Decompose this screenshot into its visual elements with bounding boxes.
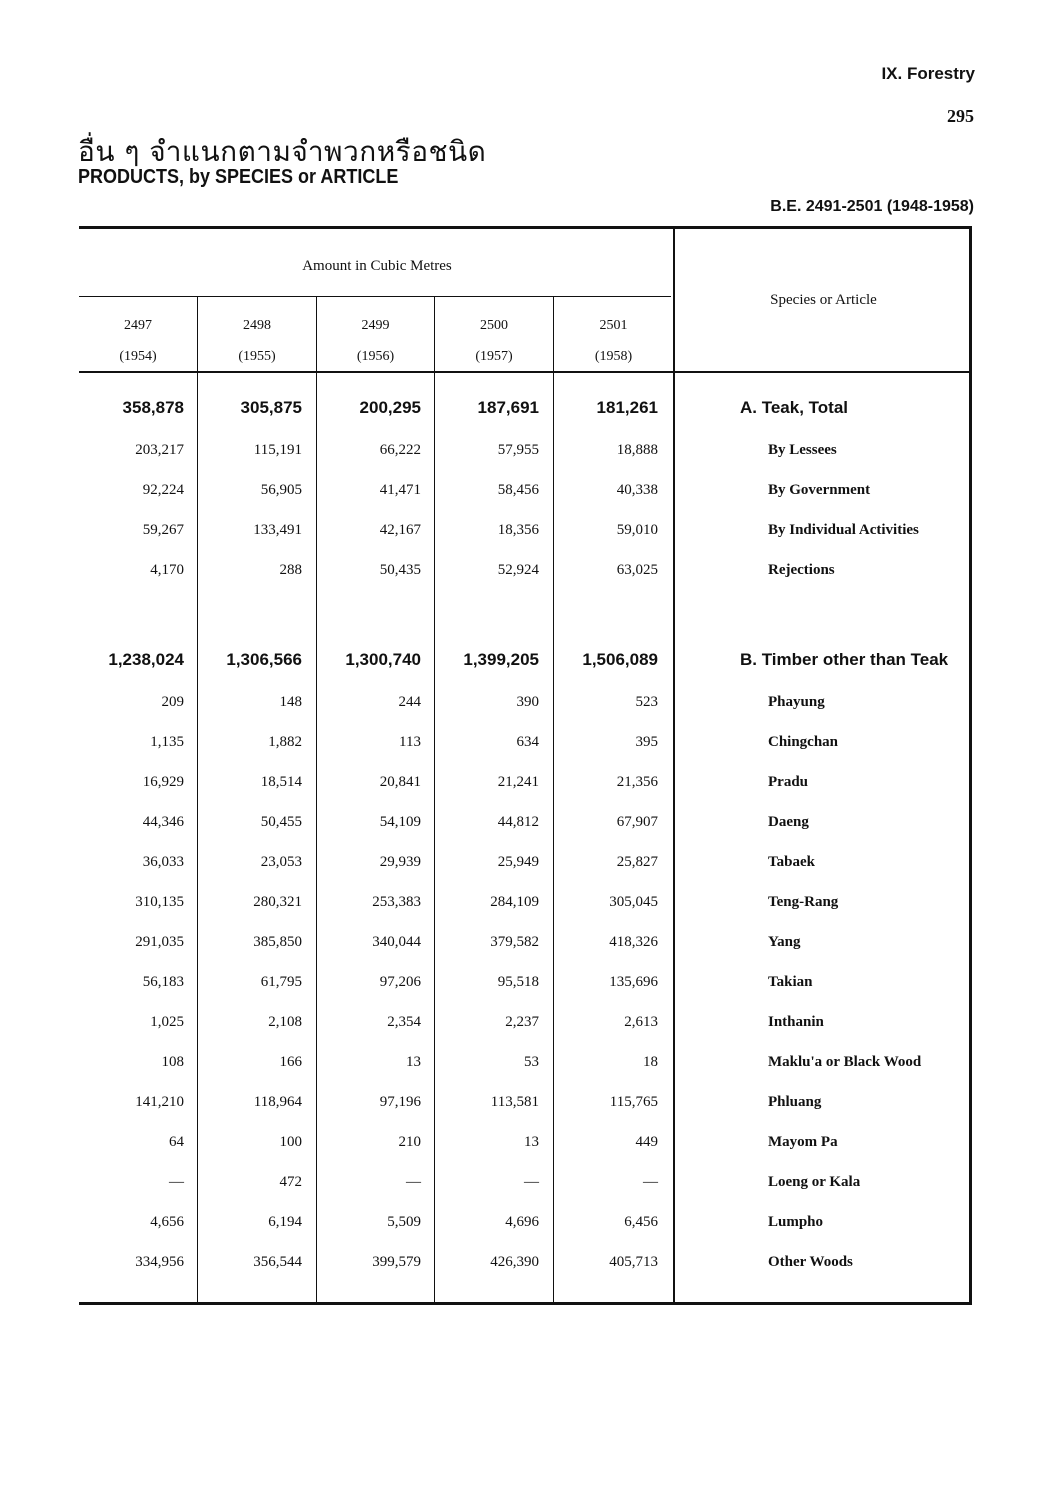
value-cell: 58,456 xyxy=(497,482,539,498)
value-cell: 305,045 xyxy=(609,894,658,910)
value-cell: 2,354 xyxy=(387,1014,421,1030)
value-cell: 59,267 xyxy=(142,522,184,538)
row-label: Phluang xyxy=(768,1094,822,1110)
row-label: Chingchan xyxy=(768,734,839,750)
row-label: Other Woods xyxy=(768,1254,853,1270)
table-row xyxy=(79,927,972,957)
value-cell: 253,383 xyxy=(372,894,421,910)
table-bottom-rule xyxy=(79,1302,972,1305)
value-cell: 23,053 xyxy=(260,854,302,870)
row-label: Maklu'a or Black Wood xyxy=(768,1054,922,1070)
row-label: Yang xyxy=(768,934,801,950)
year-header xyxy=(435,310,553,372)
value-cell: 21,241 xyxy=(497,774,539,790)
value-cell: 42,167 xyxy=(379,522,421,538)
row-label: Rejections xyxy=(768,562,835,578)
value-cell: 25,949 xyxy=(497,854,539,870)
value-cell: 472 xyxy=(279,1174,302,1190)
value-cell: 41,471 xyxy=(379,482,421,498)
row-label: Tabaek xyxy=(768,854,815,870)
value-cell: 284,109 xyxy=(490,894,539,910)
year-be: 2499 xyxy=(361,318,390,333)
year-be: 2501 xyxy=(599,318,628,333)
value-cell: 1,238,024 xyxy=(108,650,184,669)
value-cell: 50,435 xyxy=(379,562,421,578)
year-header xyxy=(198,310,316,372)
value-cell: 108 xyxy=(161,1054,184,1070)
value-cell: — xyxy=(643,1174,658,1190)
value-cell: 118,964 xyxy=(253,1094,302,1110)
value-cell: 356,544 xyxy=(253,1254,302,1270)
value-cell: 1,135 xyxy=(150,734,184,750)
value-cell: 1,882 xyxy=(268,734,302,750)
row-label: Pradu xyxy=(768,774,809,790)
table-row xyxy=(79,1087,972,1117)
value-cell: 115,191 xyxy=(253,442,302,458)
value-cell: 92,224 xyxy=(142,482,184,498)
title-thai: อื่น ๆ จำแนกตามจำพวกหรือชนิด xyxy=(78,135,487,168)
row-label: Loeng or Kala xyxy=(768,1174,861,1190)
row-label: By Government xyxy=(768,482,871,498)
value-cell: 56,905 xyxy=(260,482,302,498)
value-cell: 280,321 xyxy=(253,894,302,910)
page-number: 295 xyxy=(947,106,974,126)
value-cell: 67,907 xyxy=(616,814,658,830)
row-label: Teng-Rang xyxy=(768,894,839,910)
value-cell: 390 xyxy=(516,694,539,710)
value-cell: 20,841 xyxy=(379,774,421,790)
value-cell: 523 xyxy=(635,694,658,710)
value-cell: 187,691 xyxy=(477,398,539,417)
table-row xyxy=(79,1247,972,1277)
amount-header: Amount in Cubic Metres xyxy=(302,258,452,274)
value-cell: 2,237 xyxy=(505,1014,539,1030)
table-row xyxy=(79,1207,972,1237)
value-cell: 148 xyxy=(279,694,302,710)
value-cell: 25,827 xyxy=(616,854,658,870)
value-cell: 18 xyxy=(643,1054,658,1070)
value-cell: 1,306,566 xyxy=(226,650,302,669)
species-header: Species or Article xyxy=(770,292,877,308)
value-cell: 310,135 xyxy=(135,894,184,910)
table-row xyxy=(79,1167,972,1197)
year-be: 2498 xyxy=(243,318,271,333)
year-header xyxy=(317,310,434,372)
value-cell: 113 xyxy=(399,734,421,750)
table-row xyxy=(79,967,972,997)
value-cell: 634 xyxy=(516,734,539,750)
value-cell: 288 xyxy=(279,562,302,578)
value-cell: 57,955 xyxy=(497,442,539,458)
value-cell: 418,326 xyxy=(609,934,658,950)
value-cell: 405,713 xyxy=(609,1254,658,1270)
value-cell: 54,109 xyxy=(379,814,421,830)
row-label: Inthanin xyxy=(768,1014,824,1030)
value-cell: 97,206 xyxy=(379,974,421,990)
value-cell: 63,025 xyxy=(616,562,658,578)
value-cell: — xyxy=(169,1174,184,1190)
value-cell: 95,518 xyxy=(497,974,539,990)
value-cell: 358,878 xyxy=(122,398,184,417)
value-cell: 113,581 xyxy=(490,1094,539,1110)
value-cell: 61,795 xyxy=(260,974,302,990)
value-cell: 64 xyxy=(169,1134,184,1150)
value-cell: 135,696 xyxy=(609,974,658,990)
table-row-total xyxy=(79,645,972,675)
value-cell: 1,025 xyxy=(150,1014,184,1030)
value-cell: 1,399,205 xyxy=(463,650,539,669)
value-cell: 44,346 xyxy=(142,814,184,830)
table-row xyxy=(79,767,972,797)
value-cell: 56,183 xyxy=(142,974,184,990)
value-cell: 36,033 xyxy=(142,854,184,870)
value-cell: 21,356 xyxy=(616,774,658,790)
table-row xyxy=(79,555,972,585)
value-cell: — xyxy=(406,1174,421,1190)
year-ce: (1956) xyxy=(356,349,395,364)
value-cell: 44,812 xyxy=(497,814,539,830)
row-label: B. Timber other than Teak xyxy=(740,650,949,669)
value-cell: 5,509 xyxy=(387,1214,421,1230)
row-label: Phayung xyxy=(768,694,825,710)
value-cell: 18,514 xyxy=(260,774,302,790)
value-cell: 97,196 xyxy=(379,1094,421,1110)
table-row xyxy=(79,1127,972,1157)
value-cell: 1,506,089 xyxy=(582,650,658,669)
value-cell: 4,656 xyxy=(150,1214,184,1230)
table-row-total xyxy=(79,393,972,423)
row-label: Mayom Pa xyxy=(768,1134,838,1150)
value-cell: 53 xyxy=(524,1054,539,1070)
value-cell: 13 xyxy=(524,1134,539,1150)
value-cell: 334,956 xyxy=(135,1254,184,1270)
table-top-rule xyxy=(79,226,972,229)
value-cell: 200,295 xyxy=(359,398,421,417)
value-cell: 385,850 xyxy=(253,934,302,950)
value-cell: 4,170 xyxy=(150,562,184,578)
table-row xyxy=(79,1047,972,1077)
value-cell: 50,455 xyxy=(260,814,302,830)
value-cell: 6,194 xyxy=(268,1214,302,1230)
value-cell: 426,390 xyxy=(490,1254,539,1270)
table-row xyxy=(79,887,972,917)
value-cell: 4,696 xyxy=(505,1214,539,1230)
value-cell: 59,010 xyxy=(616,522,658,538)
year-be: 2497 xyxy=(124,318,152,333)
section-label: IX. Forestry xyxy=(881,64,975,83)
value-cell: 40,338 xyxy=(616,482,658,498)
value-cell: 399,579 xyxy=(372,1254,421,1270)
value-cell: 291,035 xyxy=(135,934,184,950)
year-be: 2500 xyxy=(480,318,508,333)
row-label: Lumpho xyxy=(768,1214,824,1230)
year-ce: (1957) xyxy=(475,349,513,364)
value-cell: 449 xyxy=(635,1134,658,1150)
value-cell: 181,261 xyxy=(596,398,658,417)
statistics-table xyxy=(79,226,972,1306)
value-cell: 16,929 xyxy=(142,774,184,790)
value-cell: 244 xyxy=(398,694,421,710)
value-cell: 13 xyxy=(406,1054,421,1070)
year-range: B.E. 2491-2501 (1948-1958) xyxy=(770,198,974,215)
value-cell: 340,044 xyxy=(372,934,421,950)
value-cell: 203,217 xyxy=(135,442,184,458)
row-label: By Lessees xyxy=(768,442,837,458)
title-english: PRODUCTS, by SPECIES or ARTICLE xyxy=(78,166,399,188)
value-cell: 115,765 xyxy=(609,1094,658,1110)
table-row xyxy=(79,687,972,717)
table-row xyxy=(79,435,972,465)
row-label: By Individual Activities xyxy=(768,522,919,538)
value-cell: 6,456 xyxy=(624,1214,658,1230)
table-row xyxy=(79,807,972,837)
value-cell: 52,924 xyxy=(497,562,539,578)
amount-header-rule xyxy=(79,296,671,297)
value-cell: 18,888 xyxy=(616,442,658,458)
table-row xyxy=(79,727,972,757)
value-cell: 66,222 xyxy=(379,442,421,458)
value-cell: 166 xyxy=(279,1054,302,1070)
table-row xyxy=(79,475,972,505)
row-label: Takian xyxy=(768,974,813,990)
year-ce: (1958) xyxy=(594,349,633,364)
table-row xyxy=(79,1007,972,1037)
value-cell: 209 xyxy=(161,694,184,710)
year-header xyxy=(79,310,197,372)
value-cell: 379,582 xyxy=(490,934,539,950)
value-cell: 18,356 xyxy=(497,522,539,538)
table-row xyxy=(79,515,972,545)
year-ce: (1954) xyxy=(119,349,157,364)
value-cell: 2,108 xyxy=(268,1014,302,1030)
value-cell: 2,613 xyxy=(624,1014,658,1030)
value-cell: — xyxy=(524,1174,539,1190)
value-cell: 100 xyxy=(279,1134,302,1150)
value-cell: 210 xyxy=(398,1134,421,1150)
year-ce: (1955) xyxy=(238,349,276,364)
row-label: Daeng xyxy=(768,814,809,830)
value-cell: 29,939 xyxy=(379,854,421,870)
value-cell: 1,300,740 xyxy=(345,650,421,669)
value-cell: 141,210 xyxy=(135,1094,184,1110)
value-cell: 133,491 xyxy=(253,522,302,538)
row-label: A. Teak, Total xyxy=(740,398,849,417)
value-cell: 305,875 xyxy=(240,398,302,417)
table-row xyxy=(79,847,972,877)
value-cell: 395 xyxy=(635,734,658,750)
year-header xyxy=(554,310,673,372)
